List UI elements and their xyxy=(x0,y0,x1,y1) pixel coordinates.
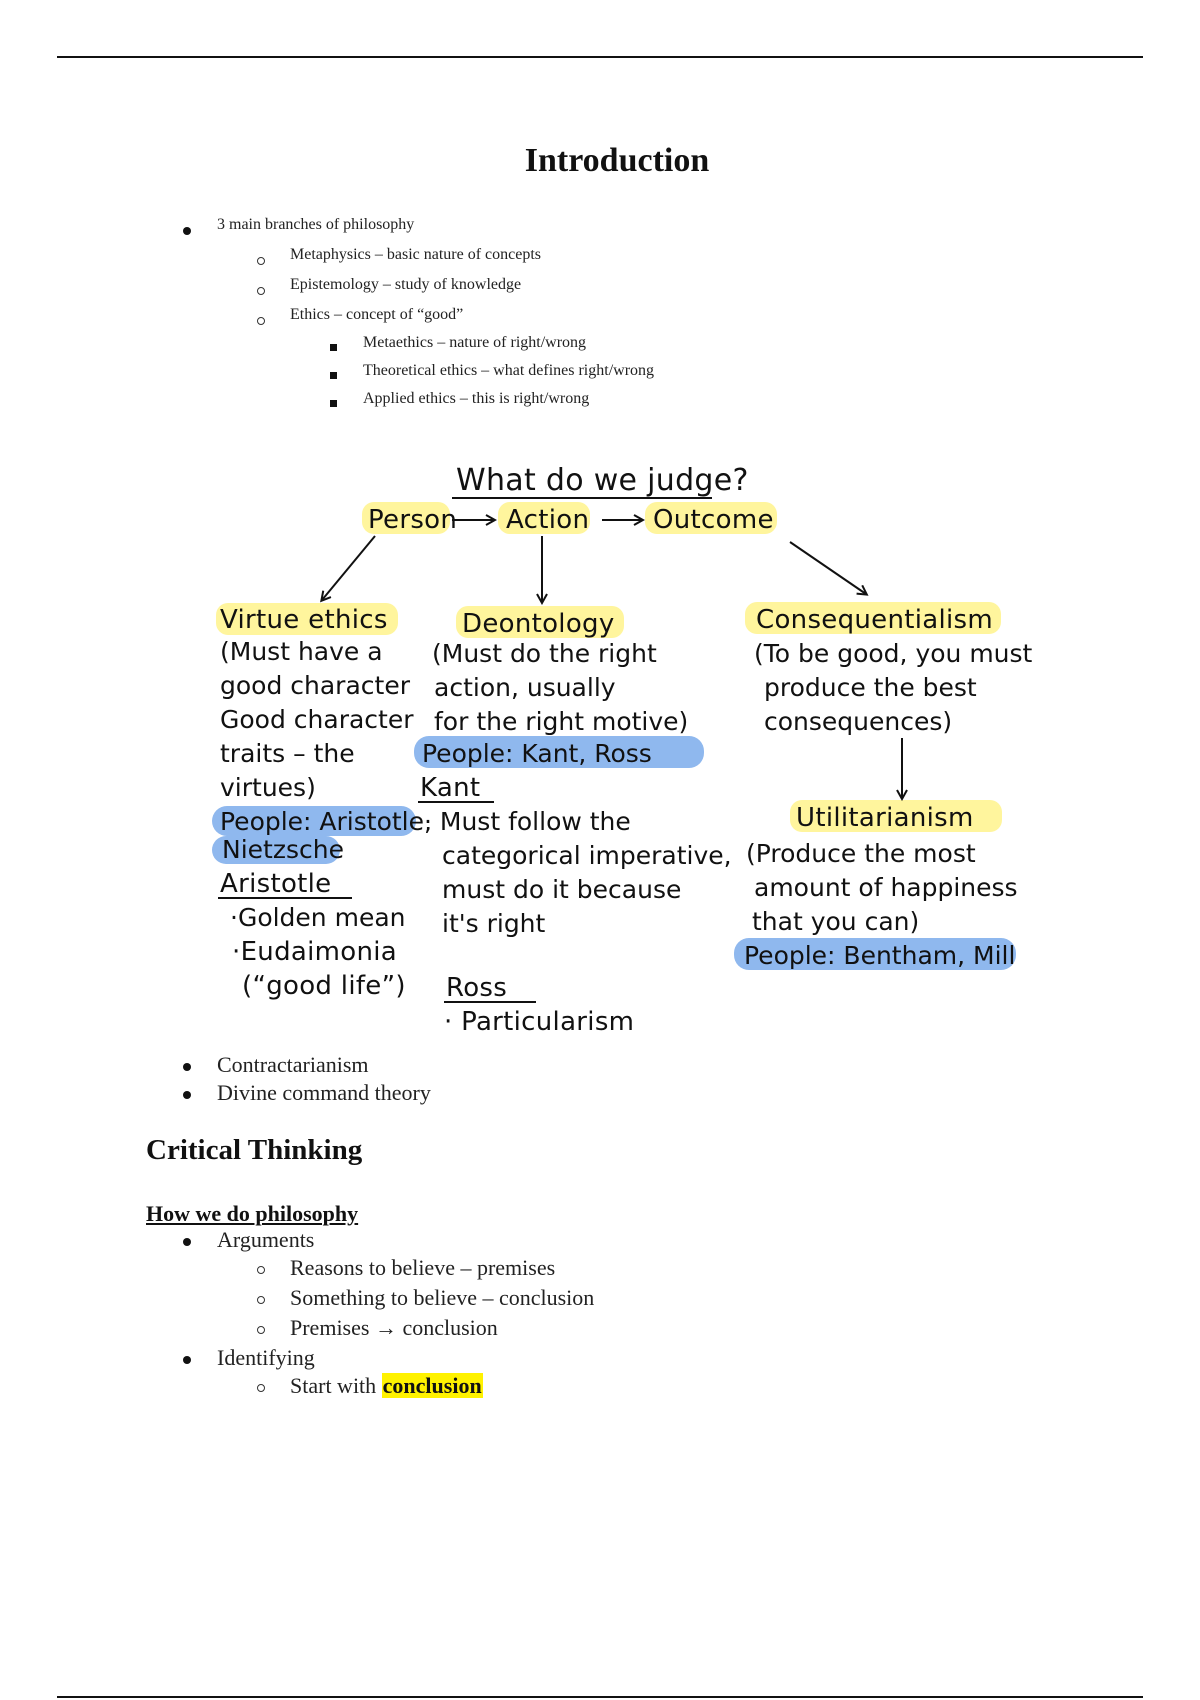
circle-bullet-icon xyxy=(257,1266,265,1274)
kant-line: · Must follow the xyxy=(424,807,631,836)
circle-bullet-icon xyxy=(257,1326,265,1334)
aristotle-point: ·Golden mean xyxy=(230,903,406,932)
ross-point: · Particularism xyxy=(444,1007,635,1037)
virtue-line: (Must have a xyxy=(220,637,383,666)
circle-bullet-icon xyxy=(257,317,265,325)
list-item: Metaethics – nature of right/wrong xyxy=(363,334,587,351)
top-rule xyxy=(57,56,1143,58)
list-item: Something to believe – conclusion xyxy=(290,1285,595,1310)
list-item: Arguments xyxy=(217,1227,315,1252)
bullet-icon xyxy=(183,227,191,235)
list-item-text: Start with xyxy=(290,1373,382,1398)
list-item: Reasons to believe – premises xyxy=(290,1255,556,1280)
virtue-people: People: Aristotle, xyxy=(220,807,432,836)
aristotle-heading: Aristotle xyxy=(220,869,332,899)
square-bullet-icon xyxy=(330,372,337,379)
list-item: Applied ethics – this is right/wrong xyxy=(363,390,590,407)
aristotle-point: (“good life”) xyxy=(242,971,406,1001)
kant-heading: Kant xyxy=(420,773,481,803)
bottom-rule xyxy=(57,1696,1143,1698)
consequentialism-line: produce the best xyxy=(764,673,977,702)
circle-bullet-icon xyxy=(257,1384,265,1392)
node-action: Action xyxy=(506,505,590,535)
arrow-icon xyxy=(790,542,866,594)
list-item: Contractarianism xyxy=(217,1052,369,1077)
virtue-people-2: Nietzsche xyxy=(222,835,344,864)
page-title: Introduction xyxy=(524,142,710,179)
utilitarianism-people: People: Bentham, Mill xyxy=(744,941,1016,970)
list-item: Divine command theory xyxy=(217,1080,431,1105)
virtue-heading: Virtue ethics xyxy=(220,605,388,635)
deontology-line: (Must do the right xyxy=(432,639,657,668)
utilitarianism-line: that you can) xyxy=(752,907,920,936)
list-item: Premises → conclusion xyxy=(290,1315,498,1340)
node-outcome: Outcome xyxy=(653,505,774,535)
circle-bullet-icon xyxy=(257,1296,265,1304)
list-item: Metaphysics – basic nature of concepts xyxy=(290,246,542,263)
deontology-people: People: Kant, Ross xyxy=(422,739,652,768)
square-bullet-icon xyxy=(330,400,337,407)
ross-heading: Ross xyxy=(446,973,508,1003)
consequentialism-heading: Consequentialism xyxy=(756,605,994,635)
deontology-line: for the right motive) xyxy=(434,707,689,736)
bullet-icon xyxy=(183,1238,191,1246)
virtue-line: virtues) xyxy=(220,773,316,802)
kant-line: categorical imperative, xyxy=(442,841,732,870)
virtue-line: Good character xyxy=(220,705,414,734)
deontology-heading: Deontology xyxy=(462,609,615,639)
virtue-line: good character xyxy=(220,671,410,700)
consequentialism-line: consequences) xyxy=(764,707,953,736)
subheading-how-we-do-philosophy: How we do philosophy xyxy=(146,1201,359,1226)
list-item: Theoretical ethics – what defines right/wrong xyxy=(363,362,655,379)
deontology-line: action, usually xyxy=(434,673,616,702)
bullet-icon xyxy=(183,1356,191,1364)
square-bullet-icon xyxy=(330,344,337,351)
circle-bullet-icon xyxy=(257,257,265,265)
ethics-diagram xyxy=(200,450,1080,1050)
utilitarianism-heading: Utilitarianism xyxy=(796,803,974,833)
consequentialism-line: (To be good, you must xyxy=(754,639,1033,668)
bullet-icon xyxy=(183,1091,191,1099)
list-item: Identifying xyxy=(217,1345,315,1370)
virtue-line: traits – the xyxy=(220,739,355,768)
utilitarianism-line: amount of happiness xyxy=(754,873,1018,902)
list-item: Ethics – concept of “good” xyxy=(290,306,464,323)
list-item xyxy=(290,1373,483,1399)
list-item: Epistemology – study of knowledge xyxy=(290,276,522,293)
arrow-icon xyxy=(322,536,375,600)
kant-line: must do it because xyxy=(442,875,682,904)
node-person: Person xyxy=(368,505,458,535)
circle-bullet-icon xyxy=(257,287,265,295)
kant-line: it's right xyxy=(442,909,546,938)
aristotle-point: ·Eudaimonia xyxy=(232,937,398,967)
list-item: 3 main branches of philosophy xyxy=(217,216,415,233)
highlighted-term: conclusion xyxy=(382,1373,482,1398)
bullet-icon xyxy=(183,1063,191,1071)
diagram-question: What do we judge? xyxy=(456,463,749,498)
utilitarianism-line: (Produce the most xyxy=(746,839,976,868)
section-title-critical-thinking: Critical Thinking xyxy=(146,1134,363,1166)
